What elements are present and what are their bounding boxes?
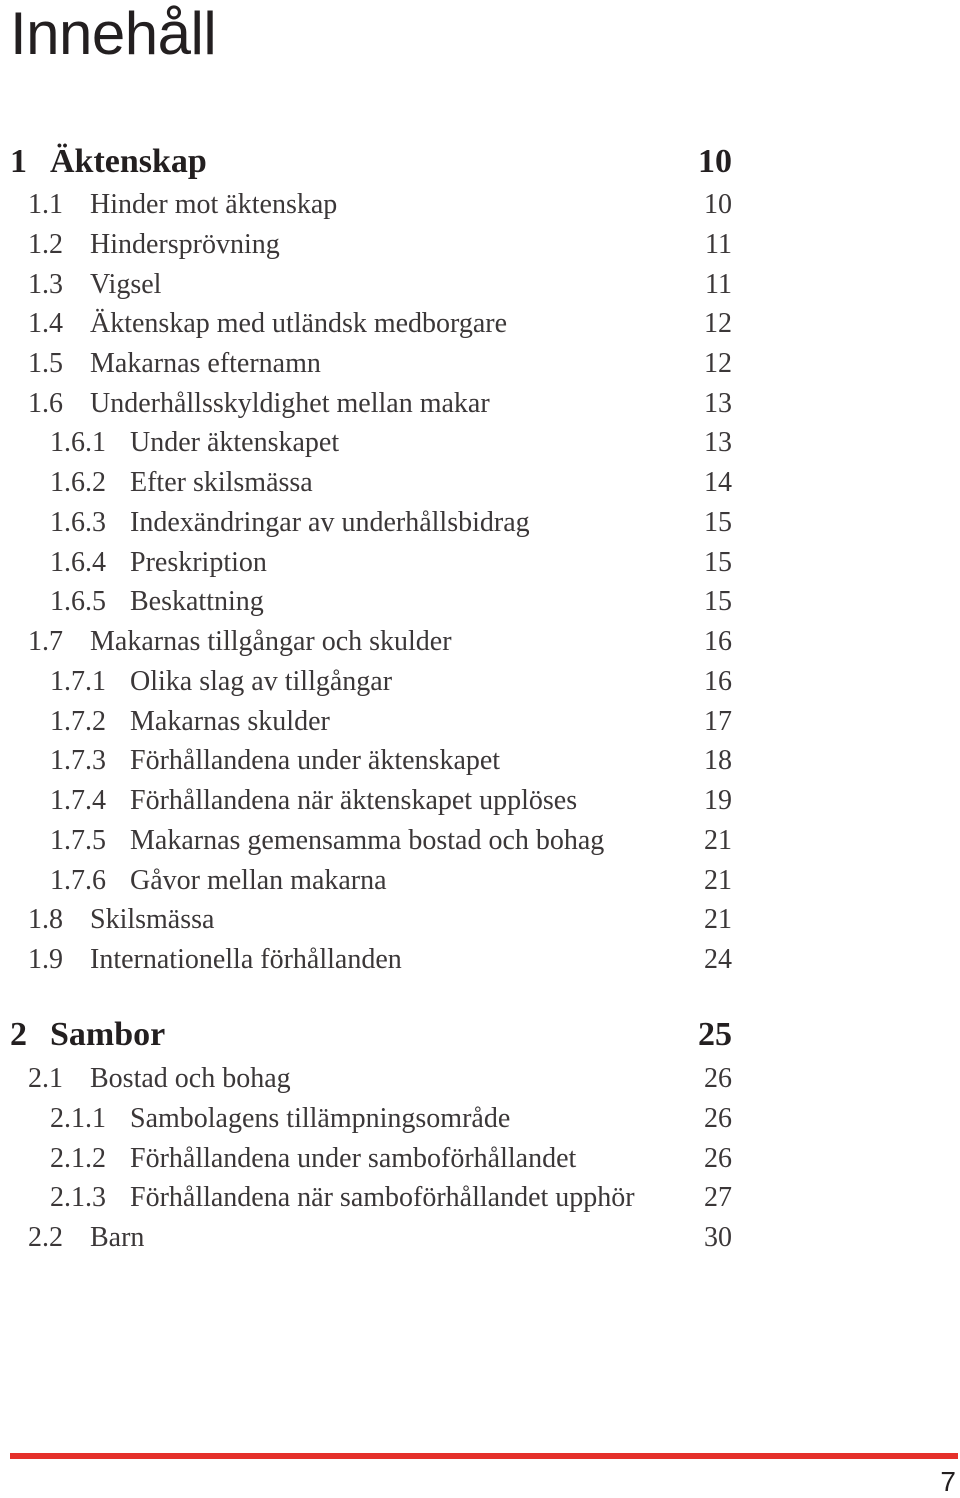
toc-entry-title: Internationella förhållanden — [90, 944, 402, 975]
toc-entry-number: 1.7.6 — [50, 865, 106, 896]
toc-entry-title: Sambor — [50, 1016, 166, 1053]
toc-entry-number: 1.6.5 — [50, 586, 106, 617]
toc-entry-number: 2.1.1 — [50, 1103, 106, 1134]
toc-entry-number: 1.4 — [28, 308, 63, 339]
toc-entry-title: Underhållsskyldighet mellan makar — [90, 388, 490, 419]
toc-entry-number: 1.7.3 — [50, 745, 106, 776]
toc-entry-title: Makarnas efternamn — [90, 348, 321, 379]
toc-entry[interactable] — [0, 622, 740, 658]
toc-entry-number: 1.6.4 — [50, 547, 106, 578]
toc-entry-page: 12 — [704, 348, 732, 379]
toc-entry-page: 11 — [705, 269, 732, 300]
toc-entry-number: 1.3 — [28, 269, 63, 300]
toc-entry-page: 21 — [704, 825, 732, 856]
toc-entry-title: Förhållandena under samboförhållandet — [130, 1143, 577, 1174]
toc-entry-page: 26 — [704, 1143, 732, 1174]
toc-entry-title: Beskattning — [130, 586, 264, 617]
toc-entry-page: 21 — [704, 865, 732, 896]
toc-entry[interactable] — [0, 1099, 740, 1135]
toc-entry[interactable] — [0, 265, 740, 301]
toc-entry-title: Förhållandena under äktenskapet — [130, 745, 501, 776]
toc-entry-title: Äktenskap — [50, 143, 207, 180]
toc-entry-title: Barn — [90, 1222, 145, 1253]
toc-entry[interactable] — [0, 463, 740, 499]
toc-entry-title: Indexändringar av underhållsbidrag — [130, 507, 530, 538]
toc-entry-number: 1.6.1 — [50, 427, 106, 458]
toc-entry[interactable] — [0, 940, 740, 976]
toc-entry-page: 10 — [698, 143, 732, 180]
toc-entry-number: 1.6.2 — [50, 467, 106, 498]
toc-entry-page: 17 — [704, 706, 732, 737]
toc-entry-number: 1.7.4 — [50, 785, 106, 816]
toc-entry-title: Olika slag av tillgångar — [130, 666, 393, 697]
toc-entry[interactable] — [0, 344, 740, 380]
toc-entry-title: Makarnas tillgångar och skulder — [90, 626, 452, 657]
toc-entry-page: 12 — [704, 308, 732, 339]
toc-entry[interactable] — [0, 702, 740, 738]
toc-entry-title: Förhållandena när äktenskapet upplöses — [130, 785, 578, 816]
toc-entry-title: Under äktenskapet — [130, 427, 340, 458]
toc-entry-number: 2.1.3 — [50, 1182, 106, 1213]
toc-entry-number: 1.6 — [28, 388, 63, 419]
toc-entry-number: 1.9 — [28, 944, 63, 975]
toc-entry-title: Gåvor mellan makarna — [130, 865, 387, 896]
toc-entry-number: 1 — [10, 143, 27, 180]
toc-entry[interactable] — [0, 384, 740, 420]
toc-entry-number: 1.7.1 — [50, 666, 106, 697]
toc-entry[interactable] — [0, 1059, 740, 1095]
toc-entry-title: Preskription — [130, 547, 267, 578]
toc-entry-title: Förhållandena när samboförhållandet upphör — [130, 1182, 635, 1213]
toc-chapter[interactable] — [0, 145, 740, 181]
toc-entry[interactable] — [0, 1178, 740, 1214]
toc-entry[interactable] — [0, 304, 740, 340]
toc-entry-title: Hinder mot äktenskap — [90, 189, 338, 220]
page-title: Innehåll — [10, 0, 217, 67]
toc-entry[interactable] — [0, 741, 740, 777]
toc-entry-page: 14 — [704, 467, 732, 498]
toc-entry-title: Sambolagens tillämpningsområde — [130, 1103, 511, 1134]
toc-entry[interactable] — [0, 781, 740, 817]
toc-entry-page: 25 — [698, 1016, 732, 1053]
toc-entry-page: 24 — [704, 944, 732, 975]
toc-entry-title: Makarnas gemensamma bostad och bohag — [130, 825, 605, 856]
toc-entry-title: Hindersprövning — [90, 229, 280, 260]
toc-entry-number: 1.8 — [28, 904, 63, 935]
toc-entry-number: 1.7 — [28, 626, 63, 657]
toc-entry-page: 16 — [704, 666, 732, 697]
toc-entry-title: Bostad och bohag — [90, 1063, 291, 1094]
toc-entry-page: 11 — [705, 229, 732, 260]
toc-entry-number: 2.1.2 — [50, 1143, 106, 1174]
toc-entry-title: Vigsel — [90, 269, 162, 300]
toc-entry-title: Efter skilsmässa — [130, 467, 313, 498]
toc-entry-number: 1.1 — [28, 189, 63, 220]
toc-entry[interactable] — [0, 543, 740, 579]
toc-entry-number: 1.7.5 — [50, 825, 106, 856]
toc-entry-page: 21 — [704, 904, 732, 935]
toc-entry-page: 26 — [704, 1103, 732, 1134]
toc-entry-title: Makarnas skulder — [130, 706, 330, 737]
toc-entry-page: 13 — [704, 427, 732, 458]
page-number: 7 — [940, 1466, 956, 1497]
toc-entry-page: 26 — [704, 1063, 732, 1094]
toc-chapter[interactable] — [0, 1018, 740, 1054]
toc-entry-page: 15 — [704, 586, 732, 617]
toc-entry[interactable] — [0, 423, 740, 459]
toc-entry[interactable] — [0, 900, 740, 936]
toc-entry-page: 15 — [704, 507, 732, 538]
toc-entry-title: Äktenskap med utländsk medborgare — [90, 308, 508, 339]
toc-entry-number: 2.1 — [28, 1063, 63, 1094]
toc-entry-number: 1.5 — [28, 348, 63, 379]
toc-entry-page: 13 — [704, 388, 732, 419]
toc-entry-page: 30 — [704, 1222, 732, 1253]
toc-entry[interactable] — [0, 225, 740, 261]
toc-entry-page: 10 — [704, 189, 732, 220]
toc-entry[interactable] — [0, 1139, 740, 1175]
toc-entry-page: 16 — [704, 626, 732, 657]
toc-entry-page: 27 — [704, 1182, 732, 1213]
toc-entry[interactable] — [0, 662, 740, 698]
toc-entry[interactable] — [0, 861, 740, 897]
toc-entry-number: 2 — [10, 1016, 27, 1053]
toc-entry-page: 15 — [704, 547, 732, 578]
toc-entry-page: 19 — [704, 785, 732, 816]
toc-entry-number: 2.2 — [28, 1222, 63, 1253]
toc-entry-number: 1.2 — [28, 229, 63, 260]
toc-entry[interactable] — [0, 503, 740, 539]
toc-entry-number: 1.7.2 — [50, 706, 106, 737]
toc-entry[interactable] — [0, 185, 740, 221]
toc-entry-number: 1.6.3 — [50, 507, 106, 538]
footer-rule — [10, 1453, 958, 1459]
toc-entry[interactable] — [0, 1218, 740, 1254]
toc-entry-page: 18 — [704, 745, 732, 776]
toc-entry[interactable] — [0, 821, 740, 857]
toc-entry-title: Skilsmässa — [90, 904, 215, 935]
toc-entry[interactable] — [0, 582, 740, 618]
